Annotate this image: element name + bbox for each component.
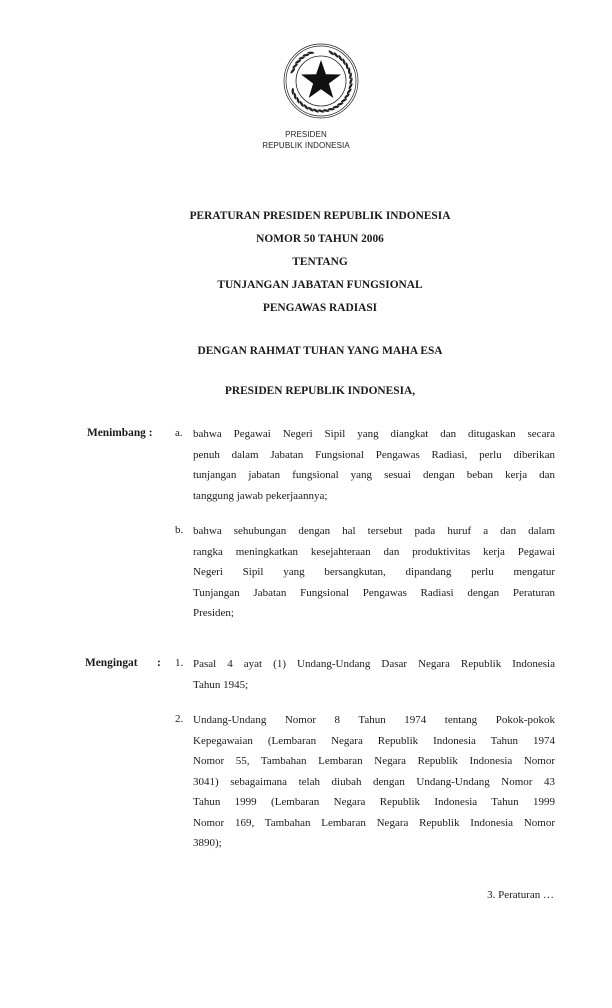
menimbang-item-b-marker: b. [175, 524, 184, 536]
text-line: Undang-Undang Nomor 8 Tahun 1974 tentang Pokok-pokok [193, 714, 555, 726]
menimbang-item-a [193, 424, 555, 506]
doc-title-line-5: PENGAWAS RADIASI [262, 302, 378, 314]
text-line: rangka meningkatkan kesejahteraan dan produktivitas kerja Pegawai [193, 545, 555, 558]
text-line: Nomor 55, Tambahan Lembaran Negara Republik Indonesia Nomor [193, 755, 555, 767]
mengingat-item-1 [193, 654, 555, 695]
text-line: Tahun 1945; [193, 678, 249, 691]
doc-title-line-2: NOMOR 50 TAHUN 2006 [256, 233, 384, 245]
doc-title-line-3: TENTANG [292, 256, 348, 268]
mengingat-label: Mengingat [85, 657, 138, 669]
text-line: tanggung jawab pekerjaannya; [193, 489, 328, 502]
mengingat-item-1-marker: 1. [175, 657, 184, 669]
text-line: Presiden; [193, 607, 234, 619]
garuda-star-wreath-emblem-icon [281, 41, 361, 121]
invocation: DENGAN RAHMAT TUHAN YANG MAHA ESA [197, 345, 443, 357]
text-line: bahwa sehubungan dengan hal tersebut pada huruf a dan dalam [193, 525, 555, 537]
mengingat-item-2-marker: 2. [175, 713, 184, 725]
president-heading: PRESIDEN REPUBLIK INDONESIA, [224, 385, 416, 397]
text-line: Tunjangan Jabatan Fungsional Pengawas Radiasi dengan Peraturan [193, 586, 555, 599]
text-line: Kepegawaian (Lembaran Negara Republik Indonesia Tahun 1974 [193, 734, 555, 747]
mengingat-item-2 [193, 710, 555, 854]
mengingat-colon: : [157, 657, 161, 669]
text-line: penuh dalam Jabatan Fungsional Pengawas Radiasi, perlu diberikan [193, 448, 555, 461]
text-line: 3890); [193, 837, 222, 849]
text-line: Pasal 4 ayat (1) Undang-Undang Dasar Negara Republik Indonesia [193, 658, 555, 670]
text-line: Tahun 1999 (Lembaran Negara Republik Indonesia Tahun 1999 [193, 796, 555, 808]
menimbang-item-a-marker: a. [175, 427, 183, 439]
text-line: tunjangan jabatan fungsional yang sesuai dengan beban kerja dan [193, 469, 555, 481]
text-line: Nomor 169, Tambahan Lembaran Negara Republik Indonesia Nomor [193, 816, 555, 829]
doc-title-line-1: PERATURAN PRESIDEN REPUBLIK INDONESIA [189, 210, 451, 222]
text-line: 3041) sebagaimana telah diubah dengan Undang-Undang Nomor 43 [193, 775, 555, 788]
menimbang-label: Menimbang : [87, 427, 153, 439]
doc-title-line-4: TUNJANGAN JABATAN FUNGSIONAL [217, 279, 423, 291]
page-continuation: 3. Peraturan … [487, 889, 554, 901]
text-line: Negeri Sipil yang bersangkutan, dipandang perlu mengatur [193, 566, 555, 578]
org-line-presiden: PRESIDEN [285, 130, 327, 139]
menimbang-item-b [193, 521, 555, 624]
org-line-republik-indonesia: REPUBLIK INDONESIA [262, 141, 350, 150]
text-line: bahwa Pegawai Negeri Sipil yang diangkat dan ditugaskan secara [193, 428, 555, 440]
